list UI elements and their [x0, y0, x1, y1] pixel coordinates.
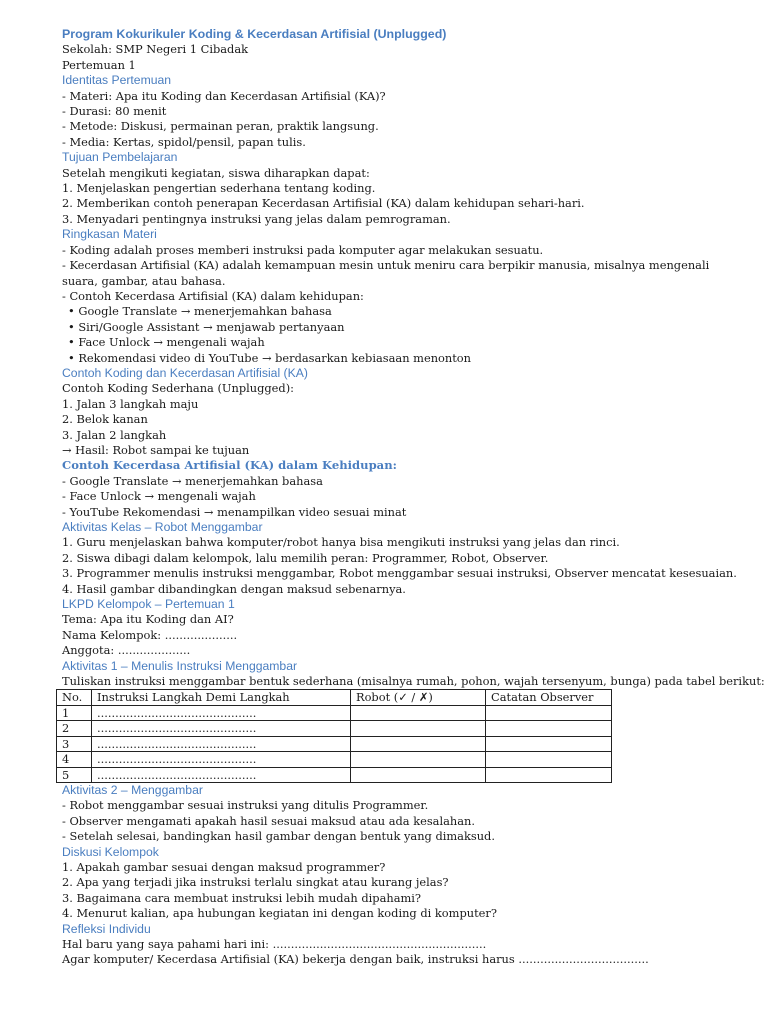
ringkasan-line: - Koding adalah proses memberi instruksi pada komputer agar melakukan sesuatu. [62, 242, 544, 257]
table-cell-catatan[interactable] [486, 736, 612, 751]
tujuan-line: 2. Memberikan contoh penerapan Kecerdasan Artifisial (KA) dalam kehidupan sehari-hari. [62, 196, 585, 211]
aktivitas-2-line: - Observer mengamati apakah hasil sesuai maksud atau ada kesalahan. [62, 813, 475, 828]
lkpd-line: Tema: Apa itu Koding dan AI? [62, 612, 234, 627]
aktivitas-kelas-line: 2. Siswa dibagi dalam kelompok, lalu memilih peran: Programmer, Robot, Observer. [62, 550, 549, 565]
table-row [57, 721, 612, 736]
table-cell-robot[interactable] [351, 705, 486, 720]
aktivitas-kelas-line: 1. Guru menjelaskan bahwa komputer/robot hanya bisa mengikuti instruksi yang jelas dan rinci. [62, 535, 620, 550]
meeting-number: Pertemuan 1 [62, 57, 136, 72]
diskusi-line: 4. Menurut kalian, apa hubungan kegiatan ini dengan koding di komputer? [62, 906, 497, 921]
table-cell-catatan[interactable] [486, 721, 612, 736]
tujuan-line: Setelah mengikuti kegiatan, siswa diharapkan dapat: [62, 165, 370, 180]
ringkasan-line: - Kecerdasan Artifisial (KA) adalah kemampuan mesin untuk meniru cara berpikir manusia, misalnya mengenali suara, gambar, atau bahasa. [62, 258, 710, 288]
contoh-koding-line: Contoh Koding Sederhana (Unplugged): [62, 381, 294, 396]
section-heading-aktivitas-1: Aktivitas 1 – Menulis Instruksi Menggambar [62, 658, 298, 673]
ringkasan-bullet: • Siri/Google Assistant → menjawab pertanyaan [68, 319, 345, 334]
aktivitas-kelas-line: 4. Hasil gambar dibandingkan dengan maksud sebenarnya. [62, 581, 406, 596]
section-heading-ringkasan: Ringkasan Materi [62, 227, 157, 242]
table-cell-instruksi[interactable]: ............................................ [92, 767, 351, 782]
contoh-koding-line: 2. Belok kanan [62, 412, 148, 427]
table-cell-instruksi[interactable]: ............................................ [92, 752, 351, 767]
diskusi-line: 3. Bagaimana cara membuat instruksi lebih mudah dipahami? [62, 890, 422, 905]
table-cell-no: 5 [57, 767, 92, 782]
section-heading-lkpd: LKPD Kelompok – Pertemuan 1 [62, 597, 235, 612]
table-cell-no: 1 [57, 705, 92, 720]
aktivitas-2-line: - Robot menggambar sesuai instruksi yang ditulis Programmer. [62, 798, 429, 813]
refleksi-line: Agar komputer/ Kecerdasa Artifisial (KA) bekerja dengan baik, instruksi harus .................................... [62, 952, 649, 967]
lkpd-line: Anggota: .................... [62, 643, 191, 658]
section-heading-aktivitas-kelas: Aktivitas Kelas – Robot Menggambar [62, 520, 263, 534]
section-heading-identitas: Identitas Pertemuan [62, 73, 172, 88]
table-row [57, 736, 612, 751]
lkpd-line: Nama Kelompok: .................... [62, 627, 238, 642]
table-cell-catatan[interactable] [486, 767, 612, 782]
table-header-cell: Robot (✓ / ✗) [351, 690, 486, 705]
diskusi-line: 2. Apa yang terjadi jika instruksi terlalu singkat atau kurang jelas? [62, 875, 449, 890]
table-header-cell: Instruksi Langkah Demi Langkah [92, 690, 351, 705]
ringkasan-bullet: • Face Unlock → mengenali wajah [68, 335, 265, 350]
table-cell-robot[interactable] [351, 736, 486, 751]
contoh-koding-line: 3. Jalan 2 langkah [62, 427, 167, 442]
section-heading-contoh-koding: Contoh Koding dan Kecerdasan Artifisial (KA) [62, 365, 308, 380]
table-cell-no: 4 [57, 752, 92, 767]
table-row [57, 752, 612, 767]
table-header-cell: No. [57, 690, 92, 705]
document-title: Program Kokurikuler Koding & Kecerdasan Artifisial (Unplugged) [62, 27, 447, 41]
aktivitas-2-line: - Setelah selesai, bandingkan hasil gambar dengan bentuk yang dimaksud. [62, 829, 495, 844]
table-row [57, 767, 612, 782]
identitas-line: - Media: Kertas, spidol/pensil, papan tulis. [62, 134, 306, 149]
aktivitas-kelas-line: 3. Programmer menulis instruksi menggambar, Robot menggambar sesuai instruksi, Observer mencatat kesesuaian. [62, 566, 737, 581]
table-cell-instruksi[interactable]: ............................................ [92, 736, 351, 751]
ringkasan-line: - Contoh Kecerdasa Artifisial (KA) dalam kehidupan: [62, 288, 364, 303]
table-header-row [57, 690, 612, 705]
contoh-koding-line: → Hasil: Robot sampai ke tujuan [62, 442, 250, 457]
table-cell-robot[interactable] [351, 721, 486, 736]
table-cell-no: 3 [57, 736, 92, 751]
identitas-line: - Metode: Diskusi, permainan peran, praktik langsung. [62, 119, 379, 134]
table-cell-robot[interactable] [351, 767, 486, 782]
table-cell-robot[interactable] [351, 752, 486, 767]
contoh-ka-line: - Face Unlock → mengenali wajah [62, 489, 256, 504]
contoh-ka-line: - Google Translate → menerjemahkan bahasa [62, 473, 323, 488]
section-heading-contoh-ka: Contoh Kecerdasa Artifisial (KA) dalam Kehidupan: [62, 458, 397, 473]
table-cell-instruksi[interactable]: ............................................ [92, 721, 351, 736]
section-heading-refleksi: Refleksi Individu [62, 921, 151, 936]
section-heading-diskusi: Diskusi Kelompok [62, 844, 159, 859]
section-heading-tujuan: Tujuan Pembelajaran [62, 150, 178, 165]
diskusi-line: 1. Apakah gambar sesuai dengan maksud programmer? [62, 859, 386, 874]
table-cell-instruksi[interactable]: ............................................ [92, 705, 351, 720]
tujuan-line: 1. Menjelaskan pengertian sederhana tentang koding. [62, 181, 376, 196]
instruction-table [56, 689, 612, 782]
aktivitas-1-intro: Tuliskan instruksi menggambar bentuk sederhana (misalnya rumah, pohon, wajah tersenyum, bunga) pada tabel berikut: [62, 674, 765, 689]
section-heading-aktivitas-2: Aktivitas 2 – Menggambar [62, 782, 203, 797]
contoh-ka-line: - YouTube Rekomendasi → menampilkan video sesuai minat [62, 504, 407, 519]
table-cell-catatan[interactable] [486, 705, 612, 720]
refleksi-line: Hal baru yang saya pahami hari ini: ........................................................... [62, 936, 487, 951]
identitas-line: - Materi: Apa itu Koding dan Kecerdasan Artifisial (KA)? [62, 88, 386, 103]
table-cell-catatan[interactable] [486, 752, 612, 767]
ringkasan-bullet: • Rekomendasi video di YouTube → berdasarkan kebiasaan menonton [68, 350, 471, 365]
table-row [57, 705, 612, 720]
table-cell-no: 2 [57, 721, 92, 736]
contoh-koding-line: 1. Jalan 3 langkah maju [62, 396, 199, 411]
table-header-cell: Catatan Observer [486, 690, 612, 705]
tujuan-line: 3. Menyadari pentingnya instruksi yang jelas dalam pemrograman. [62, 211, 451, 226]
identitas-line: - Durasi: 80 menit [62, 104, 167, 119]
ringkasan-bullet: • Google Translate → menerjemahkan bahasa [68, 304, 332, 319]
school-name: Sekolah: SMP Negeri 1 Cibadak [62, 42, 249, 57]
